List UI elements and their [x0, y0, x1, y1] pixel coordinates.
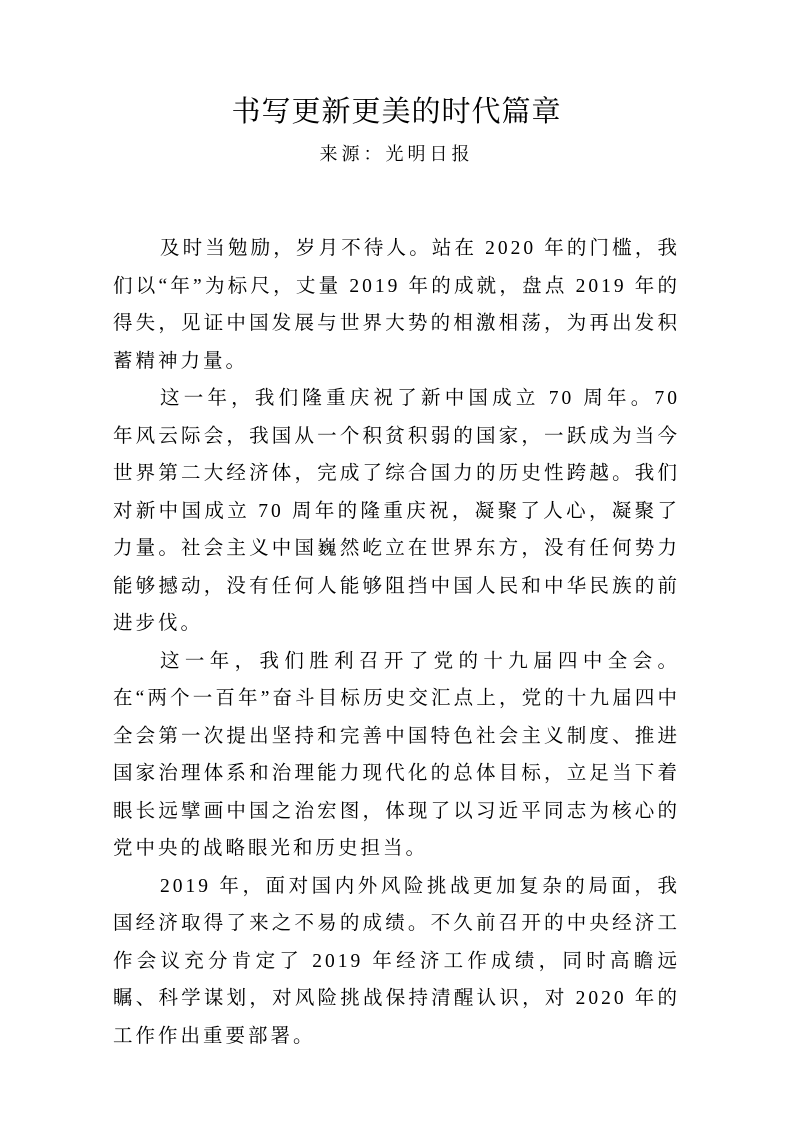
- document-body: [113, 230, 680, 1055]
- paragraph-3: 这一年，我们胜利召开了党的十九届四中全会。在“两个一百年”奋斗目标历史交汇点上，党的十九届四中全会第一次提出坚持和完善中国特色社会主义制度、推进国家治理体系和治理能力现代化的总体目标，立足当下着眼长远擘画中国之治宏图，体现了以习近平同志为核心的党中央的战略眼光和历史担当。: [113, 650, 680, 859]
- document-source: 来源：光明日报: [319, 144, 474, 164]
- paragraph-4: 2019 年，面对国内外风险挑战更加复杂的局面，我国经济取得了来之不易的成绩。不久前召开的中央经济工作会议充分肯定了 2019 年经济工作成绩，同时高瞻远瞩、科学谋划，对风险挑战保持清醒认识，对 2020 年的工作作出重要部署。: [113, 875, 680, 1047]
- document-title: 书写更新更美的时代篇章: [231, 96, 562, 128]
- paragraph-1: 及时当勉励，岁月不待人。站在 2020 年的门槛，我们以“年”为标尺，丈量 2019 年的成就，盘点 2019 年的得失，见证中国发展与世界大势的相激相荡，为再出发积蓄精神力量。: [113, 238, 680, 372]
- paragraph-2: 这一年，我们隆重庆祝了新中国成立 70 周年。70 年风云际会，我国从一个积贫积弱的国家，一跃成为当今世界第二大经济体，完成了综合国力的历史性跨越。我们对新中国成立 70 周年的隆重庆祝，凝聚了人心，凝聚了力量。社会主义中国巍然屹立在世界东方，没有任何势力能够撼动，没有任何人能够阻挡中国人民和中华民族的前进步伐。: [113, 388, 680, 634]
